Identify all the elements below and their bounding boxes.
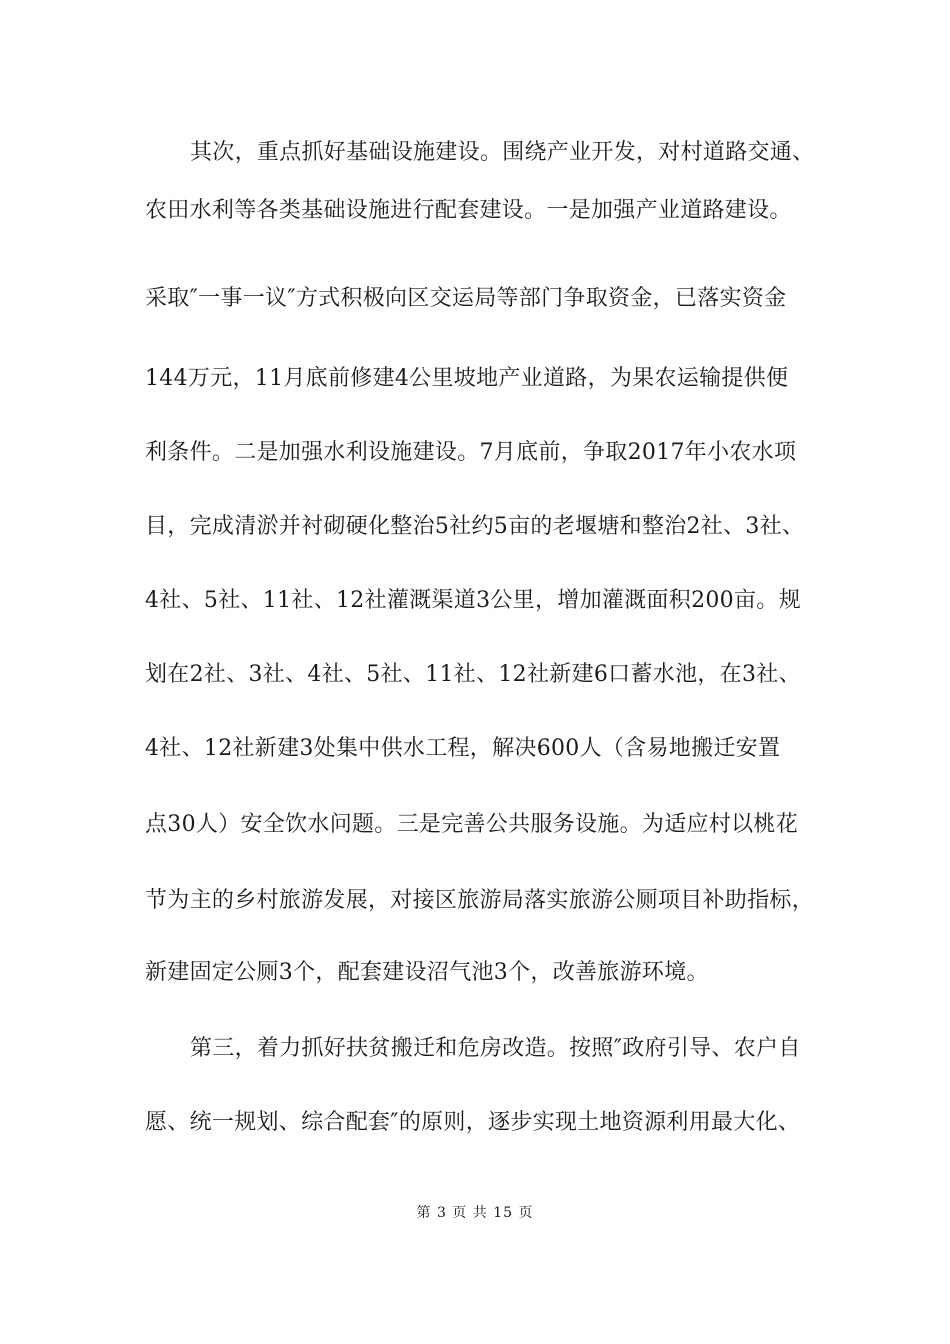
paragraph-line: 采取″一事一议″方式积极向区交运局等部门争取资金，已落实资金 xyxy=(145,286,787,311)
paragraph-line: 4社、5社、11社、12社灌溉渠道3公里，增加灌溉面积200亩。规 xyxy=(145,588,801,613)
paragraph-line: 划在2社、3社、4社、5社、11社、12社新建6口蓄水池，在3社、 xyxy=(145,662,801,687)
paragraph-line: 利条件。二是加强水利设施建设。7月底前，争取2017年小农水项 xyxy=(145,440,797,465)
paragraph-line: 其次，重点抓好基础设施建设。围绕产业开发，对村道路交通、 xyxy=(190,140,815,165)
paragraph-line: 点30人）安全饮水问题。三是完善公共服务设施。为适应村以桃花 xyxy=(145,812,798,837)
paragraph-line: 目，完成清淤并衬砌硬化整治5社约5亩的老堰塘和整治2社、3社、 xyxy=(145,514,805,539)
paragraph-line: 愿、统一规划、综合配套″的原则，逐步实现土地资源利用最大化、 xyxy=(145,1110,801,1135)
paragraph-line: 144万元，11月底前修建4公里坡地产业道路，为果农运输提供便 xyxy=(145,366,789,391)
paragraph-line: 新建固定公厕3个，配套建设沼气池3个，改善旅游环境。 xyxy=(145,960,709,985)
page-number-footer: 第 3 页 共 15 页 xyxy=(416,1205,534,1221)
paragraph-line: 农田水利等各类基础设施进行配套建设。一是加强产业道路建设。 xyxy=(145,198,792,223)
paragraph-line: 第三，着力抓好扶贫搬迁和危房改造。按照″政府引导、农户自 xyxy=(190,1036,801,1061)
paragraph-line: 4社、12社新建3处集中供水工程，解决600人（含易地搬迁安置 xyxy=(145,736,781,761)
paragraph-line: 节为主的乡村旅游发展，对接区旅游局落实旅游公厕项目补助指标， xyxy=(145,888,815,913)
